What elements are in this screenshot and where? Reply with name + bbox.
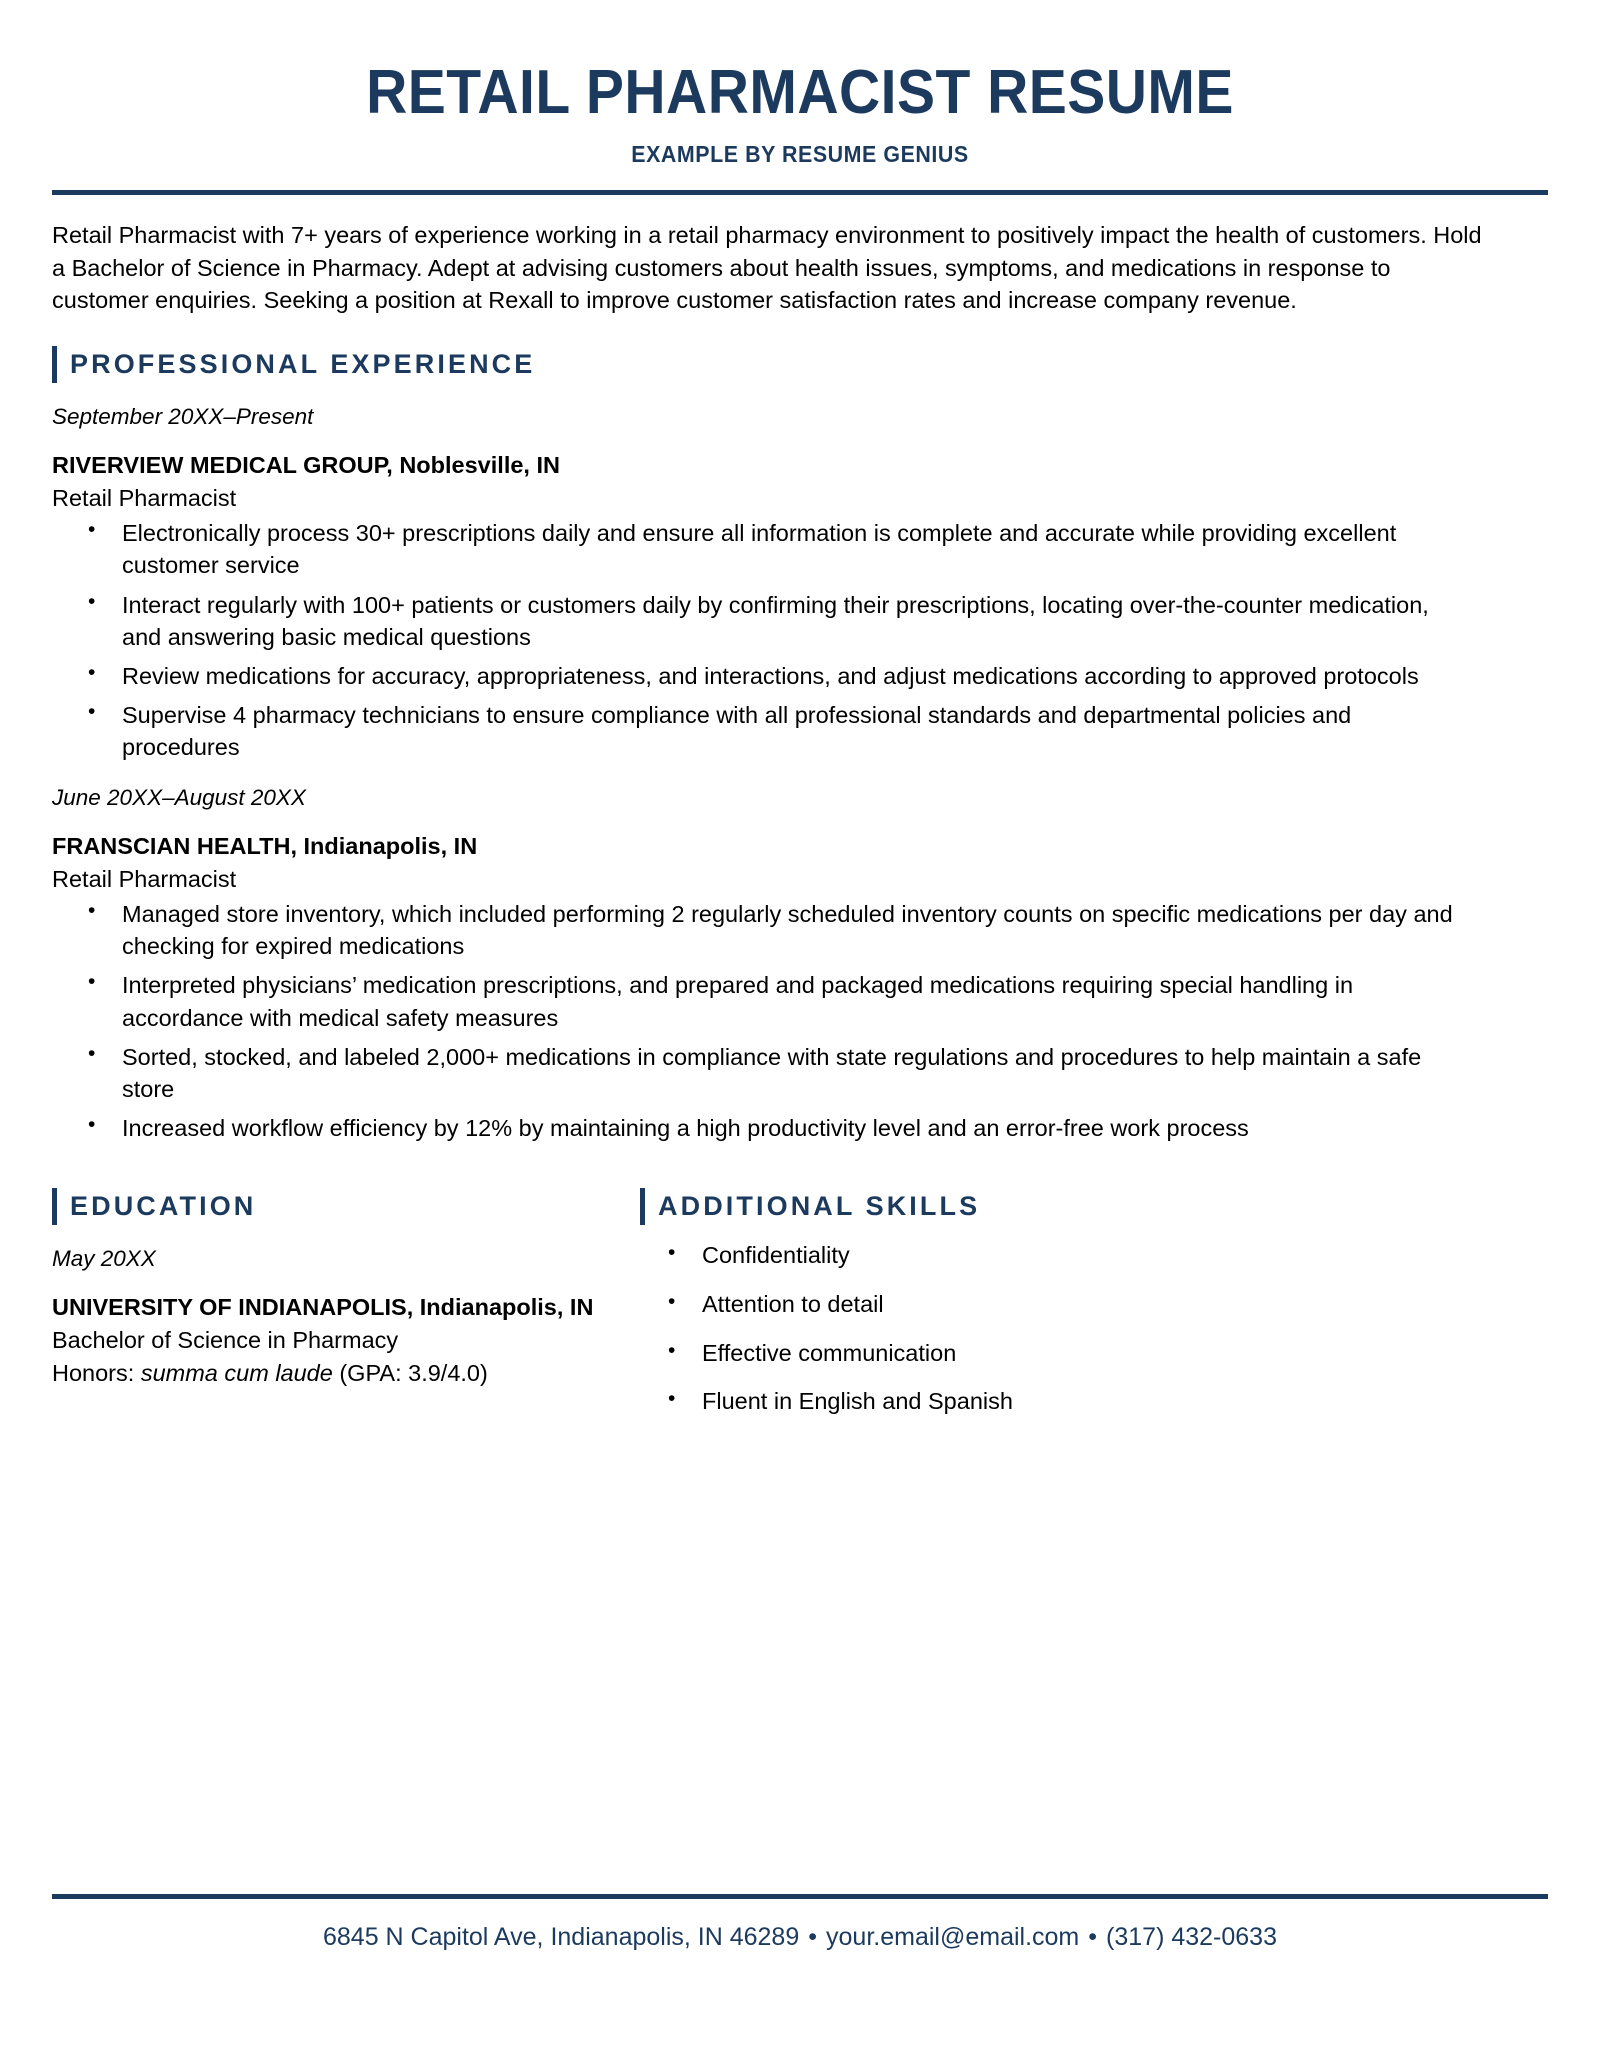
section-header-skills — [640, 1188, 1548, 1224]
section-title-experience: PROFESSIONAL EXPERIENCE — [70, 349, 536, 380]
list-item: • Interpreted physicians’ medication prescriptions, and prepared and packaged medications requiring special handling in accordance with medical safety measures — [122, 969, 1467, 1033]
page-subtitle: EXAMPLE BY RESUME GENIUS — [631, 141, 969, 168]
honors-latin: summa cum laude — [140, 1360, 333, 1387]
honors-gpa: (GPA: 3.9/4.0) — [332, 1360, 488, 1387]
section-header-education — [52, 1188, 622, 1224]
section-title-education: EDUCATION — [70, 1191, 257, 1222]
education-degree: Bachelor of Science in Pharmacy — [52, 1327, 399, 1354]
contact-separator: • — [808, 1923, 818, 1952]
list-item: • Attention to detail — [702, 1288, 1548, 1321]
section-header-experience — [52, 346, 1548, 382]
list-item: • Increased workflow efficiency by 12% by maintaining a high productivity level and an error-free work process — [122, 1112, 1467, 1144]
page-title: RETAIL PHARMACIST RESUME — [366, 58, 1234, 127]
list-item: • Supervise 4 pharmacy technicians to ensure compliance with all professional standards and departmental policies and procedures — [122, 699, 1467, 763]
footer — [52, 1894, 1548, 1955]
honors-prefix: Honors: — [52, 1360, 141, 1387]
summary-paragraph: Retail Pharmacist with 7+ years of experience working in a retail pharmacy environment to positively impact the health of customers. Hold a Bachelor of Science in Pharmacy. Adept at advising customers about health issues, symptoms, and medications in response to customer enquiries. Seeking a position at Rexall to improve customer satisfaction rates and increase company revenue. — [52, 222, 1482, 313]
list-item: • Effective communication — [702, 1337, 1548, 1370]
skills-column — [622, 1158, 1548, 1434]
bottom-columns — [52, 1158, 1548, 1434]
experience-entry — [52, 782, 1548, 1145]
contact-separator: • — [1088, 1923, 1098, 1952]
list-item: • Electronically process 30+ prescriptions daily and ensure all information is complete and accurate while providing excellent customer service — [122, 517, 1467, 581]
section-accent-bar — [52, 1188, 57, 1224]
job-role: Retail Pharmacist — [52, 866, 237, 893]
job-company: FRANSCIAN HEALTH, Indianapolis, IN — [52, 833, 478, 860]
education-school: UNIVERSITY OF INDIANAPOLIS, Indianapolis, IN — [52, 1294, 594, 1321]
job-company: RIVERVIEW MEDICAL GROUP, Noblesville, IN — [52, 452, 560, 479]
job-bullet-list — [52, 898, 1548, 1144]
job-dates: June 20XX–August 20XX — [52, 784, 306, 810]
section-accent-bar — [52, 346, 57, 382]
contact-phone[interactable]: (317) 432-0633 — [1106, 1923, 1277, 1952]
experience-entry — [52, 401, 1548, 764]
job-role: Retail Pharmacist — [52, 485, 237, 512]
list-item: • Fluent in English and Spanish — [702, 1385, 1548, 1418]
list-item: • Managed store inventory, which included performing 2 regularly scheduled inventory counts on specific medications per day and checking for expired medications — [122, 898, 1467, 962]
list-item: • Confidentiality — [702, 1239, 1548, 1272]
list-item: • Interact regularly with 100+ patients or customers daily by confirming their prescriptions, locating over-the-counter medication, and answering basic medical questions — [122, 589, 1467, 653]
education-column — [52, 1158, 622, 1434]
job-bullet-list — [52, 517, 1548, 763]
list-item: • Review medications for accuracy, appropriateness, and interactions, and adjust medications according to approved protocols — [122, 660, 1467, 692]
contact-email[interactable]: your.email@email.com — [826, 1923, 1080, 1952]
contact-line — [52, 1899, 1548, 1955]
list-item: • Sorted, stocked, and labeled 2,000+ medications in compliance with state regulations and procedures to help maintain a safe store — [122, 1041, 1467, 1105]
job-dates: September 20XX–Present — [52, 403, 314, 429]
section-title-skills: ADDITIONAL SKILLS — [658, 1191, 981, 1222]
contact-address: 6845 N Capitol Ave, Indianapolis, IN 46289 — [322, 1923, 800, 1952]
education-date: May 20XX — [52, 1245, 156, 1271]
section-accent-bar — [640, 1188, 645, 1224]
education-honors — [52, 1357, 622, 1390]
skills-list — [640, 1239, 1548, 1419]
